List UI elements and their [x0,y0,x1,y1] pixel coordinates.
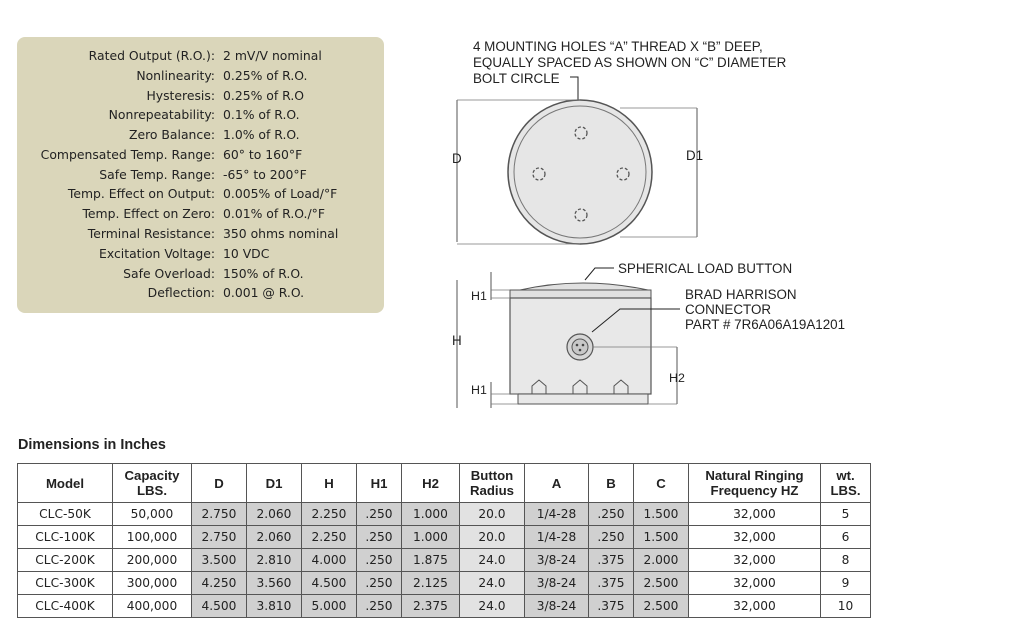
dimensions-table [17,463,871,618]
label-d1: D1 [686,148,704,163]
connector-pin [576,344,579,347]
cell-capacity: 200,000 [113,549,192,572]
cell-a: 1/4-28 [525,526,589,549]
spec-label: Excitation Voltage: [99,246,215,261]
cell-d1: 2.810 [247,549,302,572]
cell-h: 4.500 [302,572,357,595]
cell-b: .375 [589,549,634,572]
spec-value: -65° to 200°F [223,167,307,182]
table-row [18,526,871,549]
spec-value: 2 mV/V nominal [223,48,322,63]
spec-row [17,105,384,125]
cell-frequency: 32,000 [689,595,821,618]
cell-h: 4.000 [302,549,357,572]
header-d1: D1 [247,464,302,503]
cell-button-radius: 24.0 [460,595,525,618]
header-button-radius: Button Radius [460,464,525,503]
label-h2: H2 [669,371,685,385]
spec-row [17,46,384,66]
spec-label: Safe Overload: [123,266,215,281]
spec-row [17,66,384,86]
spec-row [17,244,384,264]
label-h1-top: H1 [471,289,487,303]
header-b: B [589,464,634,503]
header-c: C [634,464,689,503]
cell-h1: .250 [357,572,402,595]
table-row [18,572,871,595]
cell-model: CLC-200K [18,549,113,572]
cell-d: 4.250 [192,572,247,595]
cell-weight: 5 [821,503,871,526]
cell-h1: .250 [357,526,402,549]
cell-d: 2.750 [192,526,247,549]
spec-label: Nonlinearity: [136,68,215,83]
cell-frequency: 32,000 [689,526,821,549]
cell-c: 1.500 [634,526,689,549]
cell-button-radius: 24.0 [460,549,525,572]
spec-value: 0.25% of R.O. [223,68,308,83]
spec-row [17,204,384,224]
cell-h1: .250 [357,595,402,618]
header-model: Model [18,464,113,503]
cell-b: .375 [589,572,634,595]
spec-row [17,165,384,185]
spec-row [17,145,384,165]
spec-row [17,125,384,145]
cell-weight: 9 [821,572,871,595]
table-row [18,595,871,618]
cell-h2: 2.375 [402,595,460,618]
cell-h2: 1.875 [402,549,460,572]
cell-a: 3/8-24 [525,595,589,618]
connector-line-3: PART # 7R6A06A19A1201 [685,317,846,332]
spec-label: Nonrepeatability: [108,107,215,122]
spec-row [17,264,384,284]
cell-d1: 2.060 [247,503,302,526]
spec-value: 60° to 160°F [223,147,303,162]
spec-label: Temp. Effect on Zero: [82,206,215,221]
spec-label: Terminal Resistance: [87,226,215,241]
connector-inner [572,339,588,355]
load-cell-drawing [440,30,880,420]
cell-h1: .250 [357,503,402,526]
button-leader [585,268,614,280]
cell-frequency: 32,000 [689,572,821,595]
note-line-2: EQUALLY SPACED AS SHOWN ON “C” DIAMETER [473,55,787,70]
cell-a: 3/8-24 [525,572,589,595]
cell-h2: 2.125 [402,572,460,595]
cell-frequency: 32,000 [689,549,821,572]
cell-b: .250 [589,526,634,549]
spec-value: 0.1% of R.O. [223,107,300,122]
table-header-row [18,464,871,503]
cell-h2: 1.000 [402,526,460,549]
header-capacity: Capacity LBS. [113,464,192,503]
spec-row [17,86,384,106]
header-h1: H1 [357,464,402,503]
header-frequency: Natural Ringing Frequency HZ [689,464,821,503]
spec-value: 0.25% of R.O [223,88,305,103]
cell-c: 2.000 [634,549,689,572]
spec-value: 0.01% of R.O./°F [223,206,325,221]
cell-h: 2.250 [302,526,357,549]
spec-label: Zero Balance: [128,127,215,142]
base-band [518,394,648,404]
spec-label: Safe Temp. Range: [99,167,215,182]
header-a: A [525,464,589,503]
spec-label: Temp. Effect on Output: [67,186,215,201]
cell-d: 4.500 [192,595,247,618]
spec-value: 0.001 @ R.O. [223,285,305,300]
cell-h1: .250 [357,549,402,572]
spec-value: 150% of R.O. [223,266,304,281]
label-h1-bottom: H1 [471,383,487,397]
connector-pin [579,349,582,352]
top-plate [510,290,651,298]
cell-button-radius: 20.0 [460,503,525,526]
spec-row [17,283,384,303]
connector-line-2: CONNECTOR [685,302,772,317]
cell-b: .250 [589,503,634,526]
cell-weight: 6 [821,526,871,549]
cell-c: 2.500 [634,595,689,618]
dimensions-title: Dimensions in Inches [18,437,166,453]
spec-value: 10 VDC [223,246,270,261]
cell-d1: 3.810 [247,595,302,618]
spec-row [17,224,384,244]
specifications-panel [17,37,384,313]
spec-label: Hysteresis: [146,88,215,103]
spec-label: Rated Output (R.O.): [88,48,215,63]
connector-line-1: BRAD HARRISON [685,287,797,302]
cell-button-radius: 24.0 [460,572,525,595]
cell-model: CLC-400K [18,595,113,618]
cell-d1: 2.060 [247,526,302,549]
spec-label: Compensated Temp. Range: [40,147,215,162]
cell-weight: 10 [821,595,871,618]
spec-value: 0.005% of Load/°F [223,186,338,201]
cell-c: 1.500 [634,503,689,526]
spherical-load-button [520,283,648,290]
cell-h: 5.000 [302,595,357,618]
cell-button-radius: 20.0 [460,526,525,549]
note-line-1: 4 MOUNTING HOLES “A” THREAD X “B” DEEP, [473,39,763,54]
cell-h2: 1.000 [402,503,460,526]
table-row [18,549,871,572]
cell-a: 1/4-28 [525,503,589,526]
cell-model: CLC-300K [18,572,113,595]
label-d: D [452,151,462,166]
spec-value: 350 ohms nominal [223,226,339,241]
cell-frequency: 32,000 [689,503,821,526]
drawing-svg [440,30,880,420]
header-d: D [192,464,247,503]
cell-weight: 8 [821,549,871,572]
cell-d: 2.750 [192,503,247,526]
table-row [18,503,871,526]
cell-capacity: 300,000 [113,572,192,595]
cell-capacity: 100,000 [113,526,192,549]
cell-capacity: 400,000 [113,595,192,618]
spec-value: 1.0% of R.O. [223,127,300,142]
cell-d: 3.500 [192,549,247,572]
cell-d1: 3.560 [247,572,302,595]
cell-c: 2.500 [634,572,689,595]
cell-a: 3/8-24 [525,549,589,572]
header-h: H [302,464,357,503]
label-spherical-button: SPHERICAL LOAD BUTTON [618,261,793,276]
cell-b: .375 [589,595,634,618]
note-line-3: BOLT CIRCLE [473,71,560,86]
cell-capacity: 50,000 [113,503,192,526]
cell-model: CLC-100K [18,526,113,549]
header-h2: H2 [402,464,460,503]
spec-label: Deflection: [147,285,215,300]
label-h: H [452,333,462,348]
cell-model: CLC-50K [18,503,113,526]
cell-h: 2.250 [302,503,357,526]
header-weight: wt. LBS. [821,464,871,503]
spec-row [17,184,384,204]
connector-pin [582,344,585,347]
